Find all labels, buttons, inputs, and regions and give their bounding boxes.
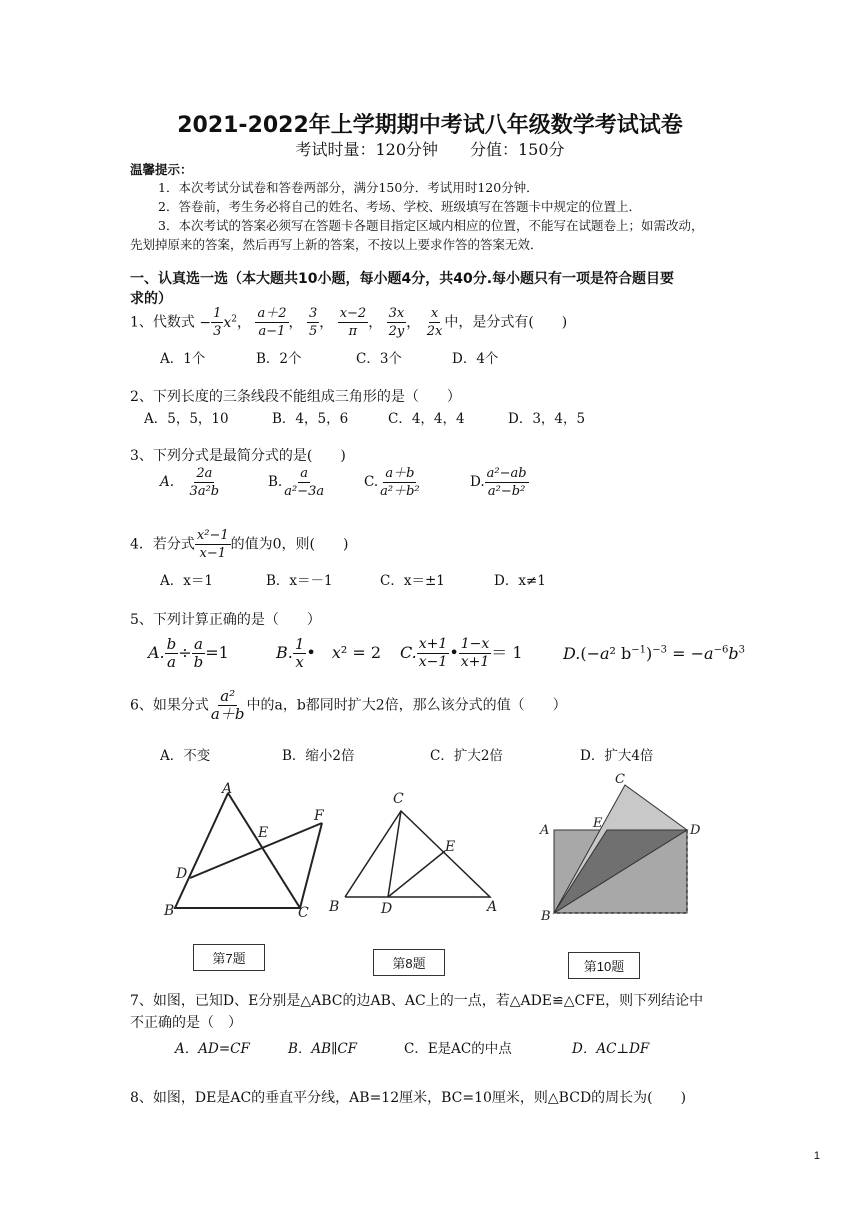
q6-option-d: D．扩大4倍 — [580, 748, 654, 764]
notice-item-1: 1．本次考试分试卷和答卷两部分，满分150分．考试用时120分钟． — [158, 180, 539, 195]
q2-option-b: B．4，5，6 — [272, 411, 349, 427]
q7-option-d: D．AC⊥DF — [572, 1041, 650, 1057]
q1-expression-6: $\frac{x}{2x}$ — [426, 306, 443, 339]
q4-option-a: A．x＝1 — [160, 573, 213, 589]
q7-option-b: B．AB∥CF — [288, 1041, 358, 1057]
q3-option-c: C. $\frac{a+b}{\text{a²＋b²}}$ — [364, 466, 420, 499]
question-2: 2、下列长度的三条线段不能组成三角形的是（ ） — [130, 389, 461, 405]
fig8-label-a: A — [487, 899, 498, 915]
question-7-line1: 7、如图，已知D、E分别是△ABC的边AB、AC上的一点，若△ADE≌△CFE，则下列结论中 — [130, 993, 704, 1009]
question-1 — [130, 305, 567, 340]
fig10-label-b: B — [541, 909, 551, 924]
q1-option-a: A．1个 — [160, 351, 206, 367]
question-4: 4．若分式 $\frac{\text{x²−1}}{x-1}$ 的值为0，则( ) — [130, 528, 349, 561]
figure-8-diagram — [325, 785, 505, 920]
fig10-label-e: E — [593, 816, 603, 831]
q7-option-c: C．E是AC的中点 — [404, 1041, 512, 1057]
page-title: 2021-2022年上学期期中考试八年级数学考试试卷 — [177, 113, 683, 138]
section-heading-line1: 一、认真选一选（本大题共10小题，每小题4分，共40分.每小题只有一项是符合题目要 — [130, 271, 675, 287]
fig7-label-b: B — [164, 903, 175, 919]
q3-option-a: A. $\frac{2a}{\text{3a²b}}$ — [160, 466, 220, 499]
q1-expression-3: $\frac{3}{5}$ ， — [308, 306, 334, 339]
q1-expression-4: $\frac{x-2}{\pi}$ ， — [339, 306, 383, 339]
page-subtitle: 考试时量：120分钟 分值：150分 — [295, 140, 565, 159]
q5-option-c: C. $\frac{x+1}{x-1}$ • $\frac{1-x}{x+1}$ ＝ 1 — [400, 636, 523, 670]
question-8: 8、如图，DE是AC的垂直平分线，AB=12厘米，BC=10厘米，则△BCD的周长为( ) — [130, 1090, 687, 1106]
notice-item-3-cont: 先划掉原来的答案，然后再写上新的答案，不按以上要求作答的答案无效． — [130, 237, 543, 252]
q1-expression-5: $\frac{3x}{2y}$ ， — [388, 306, 421, 339]
figure-10-diagram — [537, 770, 717, 925]
question-5: 5、下列计算正确的是（ ） — [130, 612, 321, 628]
q3-option-d: D. $\frac{\text{a²−ab}}{\text{a²−b²}}$ — [470, 466, 527, 499]
q5-option-a: A. $\frac{b}{a}$ ÷ $\frac{a}{b}$ =1 — [148, 635, 229, 671]
section-heading-line2: 求的） — [130, 291, 172, 307]
q6-option-b: B．缩小2倍 — [282, 748, 355, 764]
fig7-label-f: F — [314, 808, 324, 824]
q1-prefix: 1、代数式 — [130, 314, 195, 331]
q7-option-a: A．AD=CF — [175, 1041, 250, 1057]
figure-10-caption: 第10题 — [568, 952, 640, 979]
q2-option-d: D．3，4，5 — [508, 411, 586, 427]
q2-option-c: C．4，4，4 — [388, 411, 465, 427]
fig7-label-e: E — [258, 825, 269, 841]
fig7-label-c: C — [298, 905, 309, 920]
fig7-label-d: D — [176, 866, 188, 882]
q1-expression-1: − $\frac{1}{3}$ $x^2$， — [199, 306, 252, 339]
q4-option-c: C．x＝±1 — [380, 573, 445, 589]
q1-option-b: B．2个 — [256, 351, 302, 367]
question-3: 3、下列分式是最简分式的是( ) — [130, 448, 346, 464]
fig7-label-a: A — [222, 781, 233, 797]
fig10-label-a: A — [540, 823, 550, 838]
notice-item-2: 2．答卷前，考生务必将自己的姓名、考场、学校、班级填写在答题卡中规定的位置上． — [158, 199, 641, 214]
q1-expression-2: $\frac{a+2}{a-1}$ ， — [257, 306, 303, 339]
q5-option-d: D.(−a² $b^{-1})^{-3} = -a^{-6}b^3$ — [563, 644, 745, 663]
figure-7-diagram — [160, 775, 340, 920]
q1-option-c: C．3个 — [356, 351, 402, 367]
q6-option-c: C．扩大2倍 — [430, 748, 503, 764]
q5-option-b: B. $\frac{1}{x}$ • x² = 2 — [276, 635, 382, 671]
q6-fraction: $\frac{\text{a²}}{a+b}$ — [210, 687, 245, 723]
q4-option-b: B．x＝－1 — [266, 573, 333, 589]
fig8-label-c: C — [393, 791, 404, 807]
notice-heading: 温馨提示： — [130, 162, 193, 177]
fig10-label-c: C — [615, 772, 625, 787]
q3-option-b: B. $\frac{a}{\text{a²−3a}}$ — [268, 466, 325, 499]
question-7-line2: 不正确的是（ ） — [130, 1015, 242, 1031]
fig10-label-d: D — [690, 823, 701, 838]
q1-option-d: D．4个 — [452, 351, 499, 367]
fig8-label-b: B — [329, 899, 340, 915]
q4-fraction: $\frac{\text{x²−1}}{x-1}$ — [196, 528, 229, 561]
q6-option-a: A．不变 — [160, 748, 211, 764]
notice-item-3: 3．本次考试的答案必须写在答题卡各题目指定区域内相应的位置，不能写在试题卷上；如需改动， — [158, 218, 704, 233]
fig8-label-d: D — [381, 901, 393, 917]
question-6: 6、如果分式 $\frac{\text{a²}}{a+b}$ 中的a，b都同时扩大2倍，那么该分式的值（ ） — [130, 687, 567, 723]
q4-option-d: D．x≠1 — [494, 573, 546, 589]
figure-8-caption: 第8题 — [373, 949, 445, 976]
fig8-label-e: E — [445, 839, 456, 855]
q1-suffix: 中，是分式有( ) — [444, 314, 568, 331]
figure-7-caption: 第7题 — [193, 944, 265, 971]
page-number: 1 — [813, 1150, 820, 1162]
q2-option-a: A．5，5，10 — [144, 411, 229, 427]
